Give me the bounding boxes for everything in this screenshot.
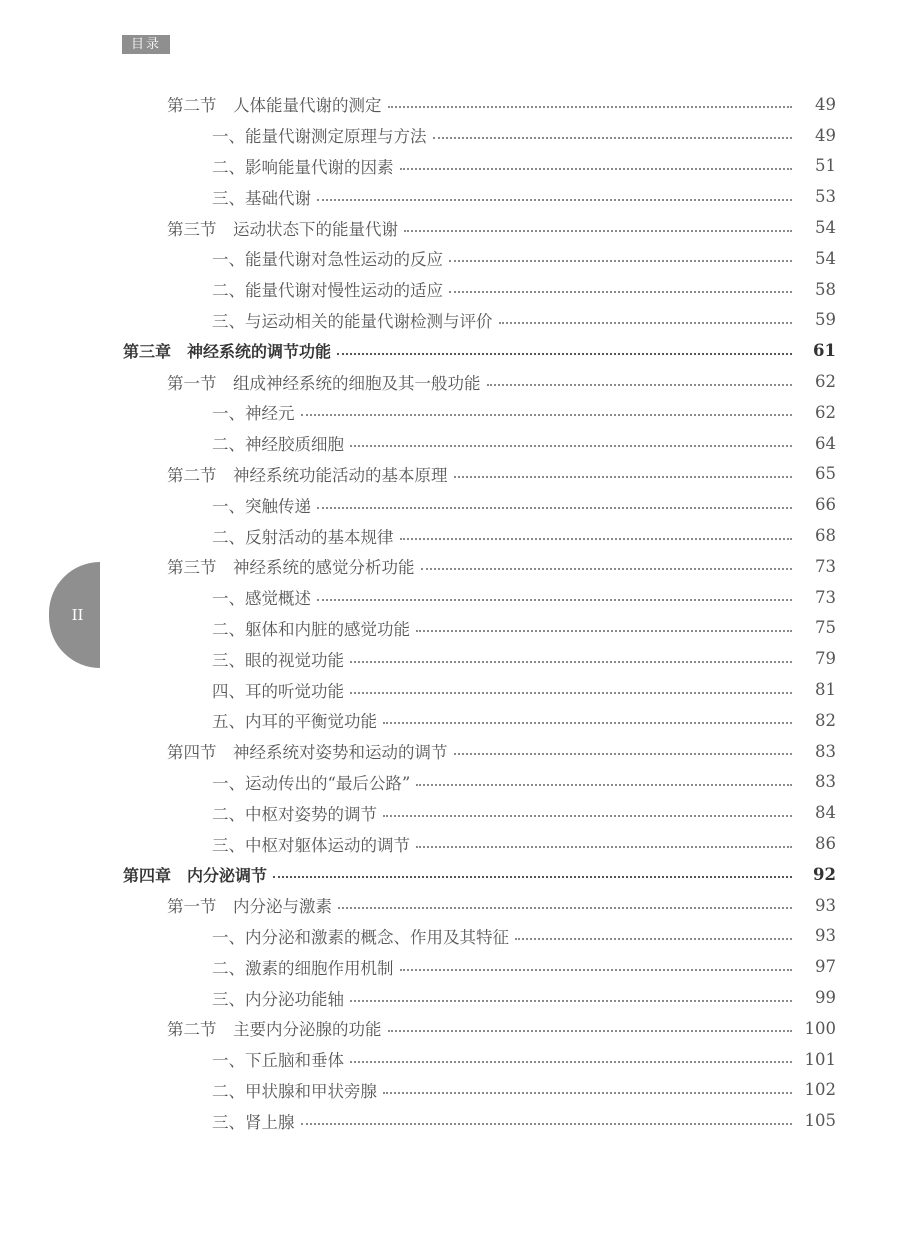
toc-entry-page-number: 101: [804, 1049, 836, 1069]
toc-leader-dots: [416, 784, 792, 786]
toc-leader-dots: [337, 353, 792, 355]
section-header-tag: 目录: [122, 35, 170, 54]
toc-entry-page-number: 75: [815, 618, 836, 638]
toc-section-entry[interactable]: [0, 459, 906, 490]
toc-entry-page-number: 93: [815, 926, 836, 946]
toc-subsection-entry[interactable]: [0, 243, 906, 274]
page-roman-numeral: II: [71, 606, 84, 624]
toc-leader-dots: [499, 322, 793, 324]
toc-entry-page-number: 64: [815, 433, 836, 453]
toc-entry-page-number: 51: [815, 156, 836, 176]
toc-leader-dots: [317, 507, 792, 509]
toc-leader-dots: [338, 907, 792, 909]
toc-entry-title: 一、神经元: [212, 404, 295, 424]
toc-entry-title: 第二节 人体能量代谢的测定: [167, 96, 382, 116]
toc-leader-dots: [273, 876, 792, 878]
toc-leader-dots: [487, 384, 793, 386]
toc-entry-title: 三、眼的视觉功能: [212, 650, 344, 670]
toc-subsection-entry[interactable]: [0, 828, 906, 859]
toc-leader-dots: [400, 969, 793, 971]
toc-leader-dots: [449, 291, 792, 293]
toc-chapter-entry[interactable]: [0, 335, 906, 366]
toc-entry-title: 二、甲状腺和甲状旁腺: [212, 1081, 377, 1101]
toc-entry-page-number: 49: [815, 125, 836, 145]
toc-entry-title: 第二节 神经系统功能活动的基本原理: [167, 465, 448, 485]
toc-subsection-entry[interactable]: [0, 643, 906, 674]
toc-section-entry[interactable]: [0, 736, 906, 767]
toc-leader-dots: [350, 692, 792, 694]
toc-entry-title: 三、中枢对躯体运动的调节: [212, 835, 410, 855]
toc-entry-page-number: 102: [804, 1080, 836, 1100]
toc-section-entry[interactable]: [0, 366, 906, 397]
toc-entry-title: 一、能量代谢对急性运动的反应: [212, 250, 443, 270]
toc-subsection-entry[interactable]: [0, 1044, 906, 1075]
toc-chapter-entry[interactable]: [0, 859, 906, 890]
toc-entry-page-number: 83: [815, 772, 836, 792]
toc-leader-dots: [350, 1000, 792, 1002]
toc-entry-page-number: 59: [815, 310, 836, 330]
toc-subsection-entry[interactable]: [0, 951, 906, 982]
toc-subsection-entry[interactable]: [0, 613, 906, 644]
toc-subsection-entry[interactable]: [0, 428, 906, 459]
toc-subsection-entry[interactable]: [0, 520, 906, 551]
toc-subsection-entry[interactable]: [0, 921, 906, 952]
toc-entry-page-number: 62: [815, 372, 836, 392]
toc-entry-page-number: 73: [815, 556, 836, 576]
toc-subsection-entry[interactable]: [0, 274, 906, 305]
toc-leader-dots: [350, 661, 792, 663]
toc-entry-page-number: 86: [815, 834, 836, 854]
toc-subsection-entry[interactable]: [0, 120, 906, 151]
toc-entry-title: 五、内耳的平衡觉功能: [212, 712, 377, 732]
toc-entry-title: 第一节 组成神经系统的细胞及其一般功能: [167, 373, 481, 393]
toc-entry-page-number: 81: [815, 680, 836, 700]
toc-entry-title: 第四章 内分泌调节: [123, 865, 268, 885]
toc-leader-dots: [388, 106, 793, 108]
toc-entry-title: 第三节 神经系统的感觉分析功能: [167, 558, 415, 578]
toc-entry-title: 二、反射活动的基本规律: [212, 527, 394, 547]
toc-entry-title: 二、中枢对姿势的调节: [212, 804, 377, 824]
toc-subsection-entry[interactable]: [0, 1075, 906, 1106]
toc-entry-page-number: 93: [815, 895, 836, 915]
toc-entry-page-number: 66: [815, 495, 836, 515]
toc-entry-title: 二、躯体和内脏的感觉功能: [212, 619, 410, 639]
toc-leader-dots: [301, 1123, 793, 1125]
toc-leader-dots: [317, 199, 792, 201]
toc-entry-title: 第三章 神经系统的调节功能: [123, 342, 332, 362]
toc-entry-page-number: 82: [815, 710, 836, 730]
toc-entry-title: 三、肾上腺: [212, 1112, 295, 1132]
toc-subsection-entry[interactable]: [0, 797, 906, 828]
toc-subsection-entry[interactable]: [0, 397, 906, 428]
toc-entry-title: 四、耳的听觉功能: [212, 681, 344, 701]
toc-subsection-entry[interactable]: [0, 151, 906, 182]
toc-entry-title: 一、突触传递: [212, 496, 311, 516]
toc-leader-dots: [350, 445, 792, 447]
toc-leader-dots: [421, 568, 793, 570]
toc-leader-dots: [350, 1061, 792, 1063]
toc-leader-dots: [317, 599, 792, 601]
toc-entry-title: 一、能量代谢测定原理与方法: [212, 127, 427, 147]
toc-leader-dots: [433, 137, 793, 139]
toc-entry-page-number: 92: [813, 864, 836, 884]
toc-entry-title: 二、能量代谢对慢性运动的适应: [212, 281, 443, 301]
toc-entry-page-number: 97: [815, 957, 836, 977]
toc-subsection-entry[interactable]: [0, 305, 906, 336]
toc-entry-title: 三、基础代谢: [212, 188, 311, 208]
toc-entry-title: 一、感觉概述: [212, 589, 311, 609]
toc-section-entry[interactable]: [0, 212, 906, 243]
toc-leader-dots: [383, 1092, 792, 1094]
toc-leader-dots: [301, 414, 793, 416]
toc-subsection-entry[interactable]: [0, 705, 906, 736]
toc-entry-page-number: 49: [815, 94, 836, 114]
table-of-contents: [0, 89, 906, 1136]
toc-subsection-entry[interactable]: [0, 767, 906, 798]
toc-entry-title: 第二节 主要内分泌腺的功能: [167, 1020, 382, 1040]
toc-leader-dots: [454, 753, 793, 755]
toc-entry-page-number: 61: [813, 341, 836, 361]
toc-leader-dots: [400, 168, 793, 170]
toc-leader-dots: [383, 722, 792, 724]
toc-subsection-entry[interactable]: [0, 674, 906, 705]
toc-leader-dots: [515, 938, 792, 940]
toc-entry-page-number: 100: [804, 1018, 836, 1038]
toc-subsection-entry[interactable]: [0, 489, 906, 520]
toc-entry-page-number: 79: [815, 649, 836, 669]
toc-entry-page-number: 73: [815, 587, 836, 607]
toc-entry-page-number: 68: [815, 526, 836, 546]
toc-entry-title: 第三节 运动状态下的能量代谢: [167, 219, 398, 239]
toc-subsection-entry[interactable]: [0, 582, 906, 613]
toc-section-entry[interactable]: [0, 89, 906, 120]
toc-entry-page-number: 84: [815, 803, 836, 823]
toc-entry-title: 二、影响能量代谢的因素: [212, 157, 394, 177]
toc-entry-page-number: 65: [815, 464, 836, 484]
toc-subsection-entry[interactable]: [0, 982, 906, 1013]
toc-leader-dots: [449, 260, 792, 262]
toc-section-entry[interactable]: [0, 890, 906, 921]
toc-entry-page-number: 99: [815, 988, 836, 1007]
toc-entry-page-number: 54: [815, 248, 836, 268]
toc-leader-dots: [454, 476, 793, 478]
toc-entry-title: 第四节 神经系统对姿势和运动的调节: [167, 743, 448, 763]
toc-section-entry[interactable]: [0, 551, 906, 582]
toc-leader-dots: [416, 630, 792, 632]
toc-entry-page-number: 58: [815, 279, 836, 299]
toc-entry-title: 二、激素的细胞作用机制: [212, 958, 394, 978]
toc-entry-title: 三、与运动相关的能量代谢检测与评价: [212, 311, 493, 331]
toc-entry-page-number: 105: [804, 1111, 836, 1131]
toc-subsection-entry[interactable]: [0, 181, 906, 212]
toc-entry-title: 三、内分泌功能轴: [212, 989, 344, 1009]
toc-entry-title: 一、运动传出的“最后公路”: [212, 773, 411, 793]
toc-leader-dots: [400, 538, 793, 540]
toc-entry-page-number: 54: [815, 218, 836, 238]
toc-entry-page-number: 83: [815, 741, 836, 761]
toc-leader-dots: [383, 815, 792, 817]
toc-subsection-entry[interactable]: [0, 1105, 906, 1136]
toc-leader-dots: [404, 230, 792, 232]
toc-entry-page-number: 53: [815, 187, 836, 207]
toc-entry-title: 第一节 内分泌与激素: [167, 897, 332, 917]
toc-leader-dots: [388, 1030, 793, 1032]
toc-leader-dots: [416, 846, 792, 848]
toc-entry-title: 一、内分泌和激素的概念、作用及其特征: [212, 927, 509, 947]
toc-section-entry[interactable]: [0, 1013, 906, 1044]
toc-entry-page-number: 62: [815, 402, 836, 422]
toc-entry-title: 二、神经胶质细胞: [212, 435, 344, 455]
toc-entry-title: 一、下丘脑和垂体: [212, 1051, 344, 1071]
